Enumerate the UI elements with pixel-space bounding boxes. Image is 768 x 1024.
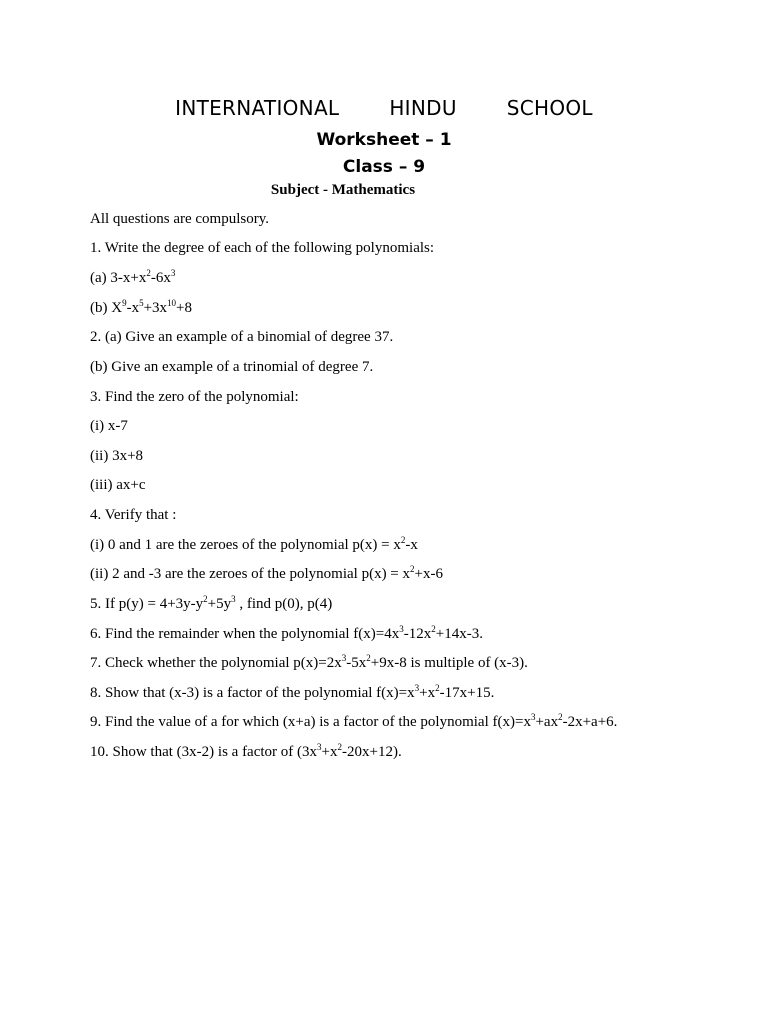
question-3iii: (iii) ax+c (90, 477, 146, 493)
question-1b: (b) $X^9-x^5+3x^{10}+8$ (90, 298, 193, 316)
school-name: INTERNATIONAL HINDU SCHOOL (175, 96, 593, 120)
instructions: All questions are compulsory. (90, 211, 269, 227)
question-1: 1. Write the degree of each of the following polynomials: (90, 240, 435, 256)
question-1a: (a) $3-x+x^2-6x^3$ (90, 268, 176, 286)
question-3ii: (ii) 3x+8 (90, 448, 144, 464)
question-9: 9. Find the value of a for which (x+a) is a factor of the polynomial $f(x)=x^3+ax^2-2x+a+6$. (90, 712, 618, 730)
question-4ii: (ii) 2 and -3 are the zeroes of the polynomial $p(x) = x^2+x-6$ (90, 564, 443, 582)
question-10: 10. Show that (3x-2) is a factor of $(3x^3+x^2-20x+12)$. (90, 742, 402, 760)
question-6: 6. Find the remainder when the polynomial $f(x)=4x^3-12x^2+14x-3$. (90, 624, 483, 642)
question-7: 7. Check whether the polynomial $p(x)=2x^3-5x^2+9x-8$ is multiple of (x-3). (90, 653, 528, 671)
question-5: 5. If $p(y) = 4+3y-y^2+5y^3$ , find p(0), p(4) (90, 594, 333, 612)
worksheet-title: Worksheet – 1 (316, 130, 452, 150)
question-4: 4. Verify that : (90, 507, 177, 523)
question-8: 8. Show that (x-3) is a factor of the polynomial $f(x)=x^3+x^2-17x+15$. (90, 683, 495, 701)
question-2a: 2. (a) Give an example of a binomial of degree 37. (90, 329, 394, 345)
question-4i: (i) 0 and 1 are the zeroes of the polynomial $p(x) = x^2-x$ (90, 535, 418, 553)
question-3: 3. Find the zero of the polynomial: (90, 389, 299, 405)
class-title: Class – 9 (342, 157, 426, 177)
question-2b: (b) Give an example of a trinomial of degree 7. (90, 359, 374, 375)
question-3i: (i) x-7 (90, 418, 128, 434)
subject-line: Subject - Mathematics (270, 182, 416, 198)
